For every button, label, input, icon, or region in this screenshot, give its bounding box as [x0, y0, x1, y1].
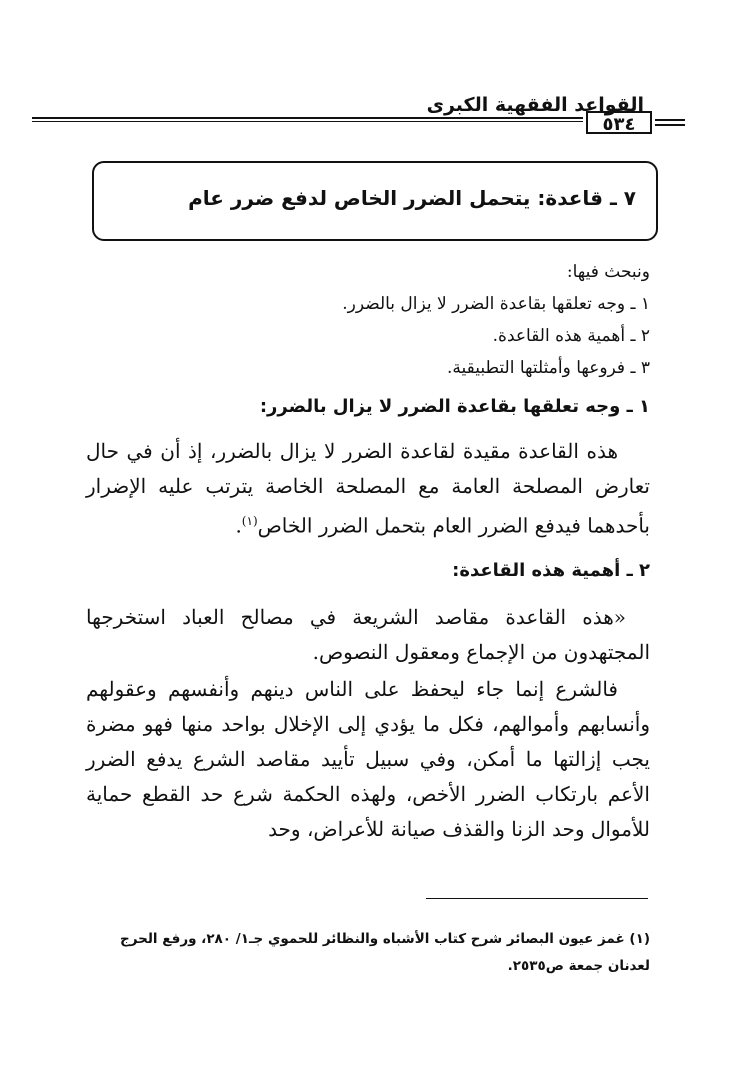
rule-title: ٧ ـ قاعدة: يتحمل الضرر الخاص لدفع ضرر عام — [188, 186, 636, 210]
intro-item-1: ١ ـ وجه تعلقها بقاعدة الضرر لا يزال بالضرر. — [342, 294, 650, 314]
section2-paragraph-1: «هذه القاعدة مقاصد الشريعة في مصالح العباد استخرجها المجتهدون من الإجماع ومعقول النصوص. — [86, 605, 650, 664]
section1-heading: ١ ـ وجه تعلقها بقاعدة الضرر لا يزال بالضرر: — [259, 396, 650, 417]
header-rule-thin — [32, 121, 583, 122]
intro-item-2: ٢ ـ أهمية هذه القاعدة. — [492, 326, 650, 346]
page-number: ٥٣٤ — [586, 111, 652, 134]
section2-paragraph-2: فالشرع إنما جاء ليحفظ على الناس دينهم وأنفسهم وعقولهم وأنسابهم وأموالهم، فكل ما يؤدي إلى الإخلال بواحد منها فهو مضرة يجب إزالتها ما أمكن، وفي سبيل تأييد مقاصد الشرع يدفع الضرر الأعم بارتكاب الضرر الأخص، ولهذه الحكمة شرع حد القطع حماية للأموال وحد الزنا والقذف صيانة للأعراض، وحد — [86, 677, 650, 841]
footnote-reference: (١) — [241, 514, 258, 528]
intro-item-3: ٣ ـ فروعها وأمثلتها التطبيقية. — [446, 358, 650, 378]
section2-heading: ٢ ـ أهمية هذه القاعدة: — [452, 560, 650, 581]
footnote-1: (١) غمز عيون البصائر شرح كتاب الأشباه والنظائر للحموي جـ١/ ٢٨٠، ورفع الحرج لعدنان جمعة ص٢٥٣٥. — [120, 931, 650, 974]
section1-body — [86, 434, 650, 544]
page-number-rule-upper — [655, 119, 685, 121]
section1-body-end: . — [235, 513, 242, 538]
footnote-separator — [426, 898, 648, 899]
page-number-rule-lower — [655, 124, 685, 126]
header-rule — [32, 117, 583, 119]
section1-body-text: هذه القاعدة مقيدة لقاعدة الضرر لا يزال بالضرر، إذ أن في حال تعارض المصلحة العامة مع المصلحة الخاصة يترتب عليه الإضرار بأحدهما فيدفع الضرر العام بتحمل الضرر الخاص — [86, 439, 650, 538]
intro-lead: ونبحث فيها: — [566, 262, 650, 282]
running-header-title: القواعد الفقهية الكبرى — [426, 94, 644, 116]
